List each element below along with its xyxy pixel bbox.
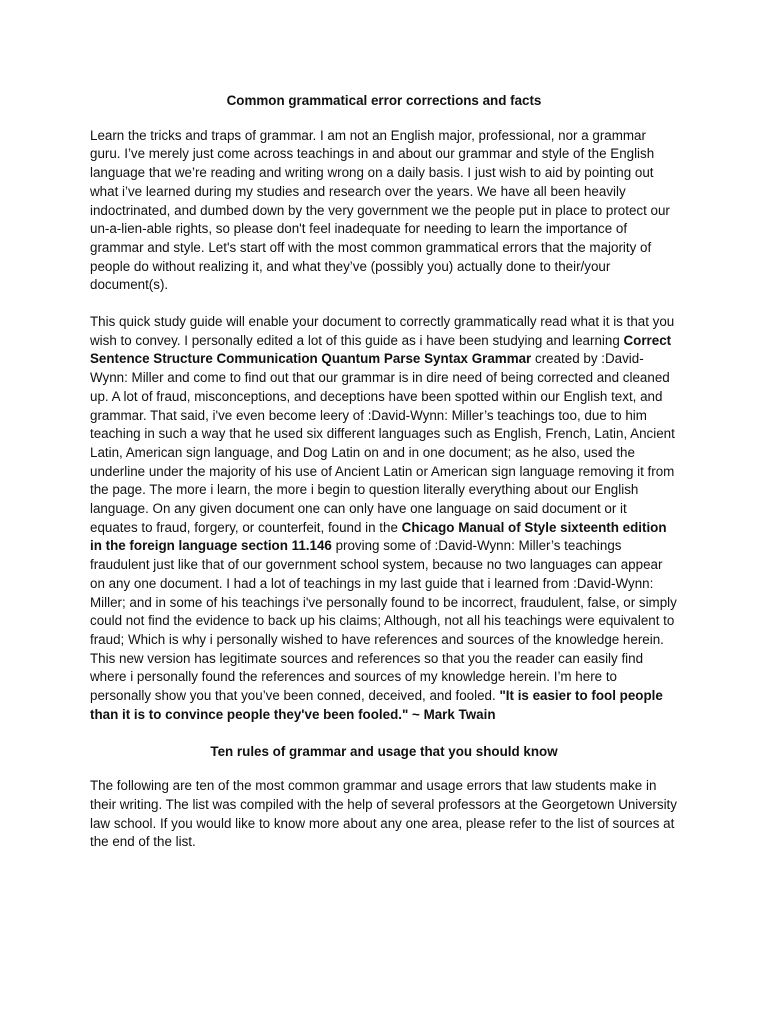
guide-text-3: proving some of :David-Wynn: Miller’s teachings fraudulent just like that of our government school system, because no two languages can appear on any one document. I had a lot of teachings in my last guide that i learned from :David-Wynn: Miller; and in some of his teachings i've personally found to be incorrect, fraudulent, false, or simply could not find the evidence to back up his claims; Although, not all his teachings were equivalent to fraud; Which is why i personally wished to have references and sources of the knowledge herein. This new version has legitimate sources and references so that you the reader can easily find where i personally found the references and sources of my knowledge herein. I’m here to personally show you that you’ve been conned, deceived, and fooled. <box>90 538 677 704</box>
guide-bold-grammar-name: Correct Sentence Structure Communication Quantum Parse Syntax Grammar <box>90 332 672 367</box>
guide-bold-quote: "It is easier to fool people than it is to convince people they've been fooled." ~ Mark Twain <box>90 688 663 722</box>
guide-paragraph <box>90 313 678 724</box>
section-subtitle: Ten rules of grammar and usage that you should know <box>210 743 558 759</box>
guide-text-2: created by :David-Wynn: Miller and come to find out that our grammar is in dire need of being corrected and cleaned up. A lot of fraud, misconceptions, and deceptions have been spotted within our English text, and grammar. That said, i've even become leery of :David-Wynn: Miller’s teachings too, due to him teaching in such a way that he used six different languages such as English, French, Latin, Ancient Latin, American sign language, and Dog Latin on and in one document; as he also, used the underline under the majority of his use of Ancient Latin or American sign language removing it from the page. The more i learn, the more i begin to question literally everything about our English language. On any given document one can only have one language on said document or it equates to fraud, forgery, or counterfeit, found in the <box>90 351 675 535</box>
guide-bold-chicago-manual: Chicago Manual of Style sixteenth edition in the foreign language section 11.146 <box>90 519 667 554</box>
intro-paragraph: Learn the tricks and traps of grammar. I am not an English major, professional, nor a grammar guru. I’ve merely just come across teachings in and about our grammar and style of the English language that we’re reading and writing wrong on a daily basis. I just wish to aid by pointing out what i’ve learned during my studies and research over the years. We have all been heavily indoctrinated, and dumbed down by the very government we the people put in place to protect our un-a-lien-able rights, so please don't feel inadequate for needing to learn the importance of grammar and style. Let's start off with the most common grammatical errors that the majority of people do without realizing it, and what they’ve (possibly you) actually done to their/your document(s). <box>90 127 670 293</box>
document-page <box>90 92 678 870</box>
document-title: Common grammatical error corrections and facts <box>226 93 542 108</box>
guide-text-1: This quick study guide will enable your document to correctly grammatically read what it is that you wish to convey. I personally edited a lot of this guide as i have been studying and learning <box>90 314 675 348</box>
rules-intro-paragraph: The following are ten of the most common grammar and usage errors that law students make in their writing. The list was compiled with the help of several professors at the Georgetown University law school. If you would like to know more about any one area, please refer to the list of sources at the end of the list. <box>90 778 677 850</box>
